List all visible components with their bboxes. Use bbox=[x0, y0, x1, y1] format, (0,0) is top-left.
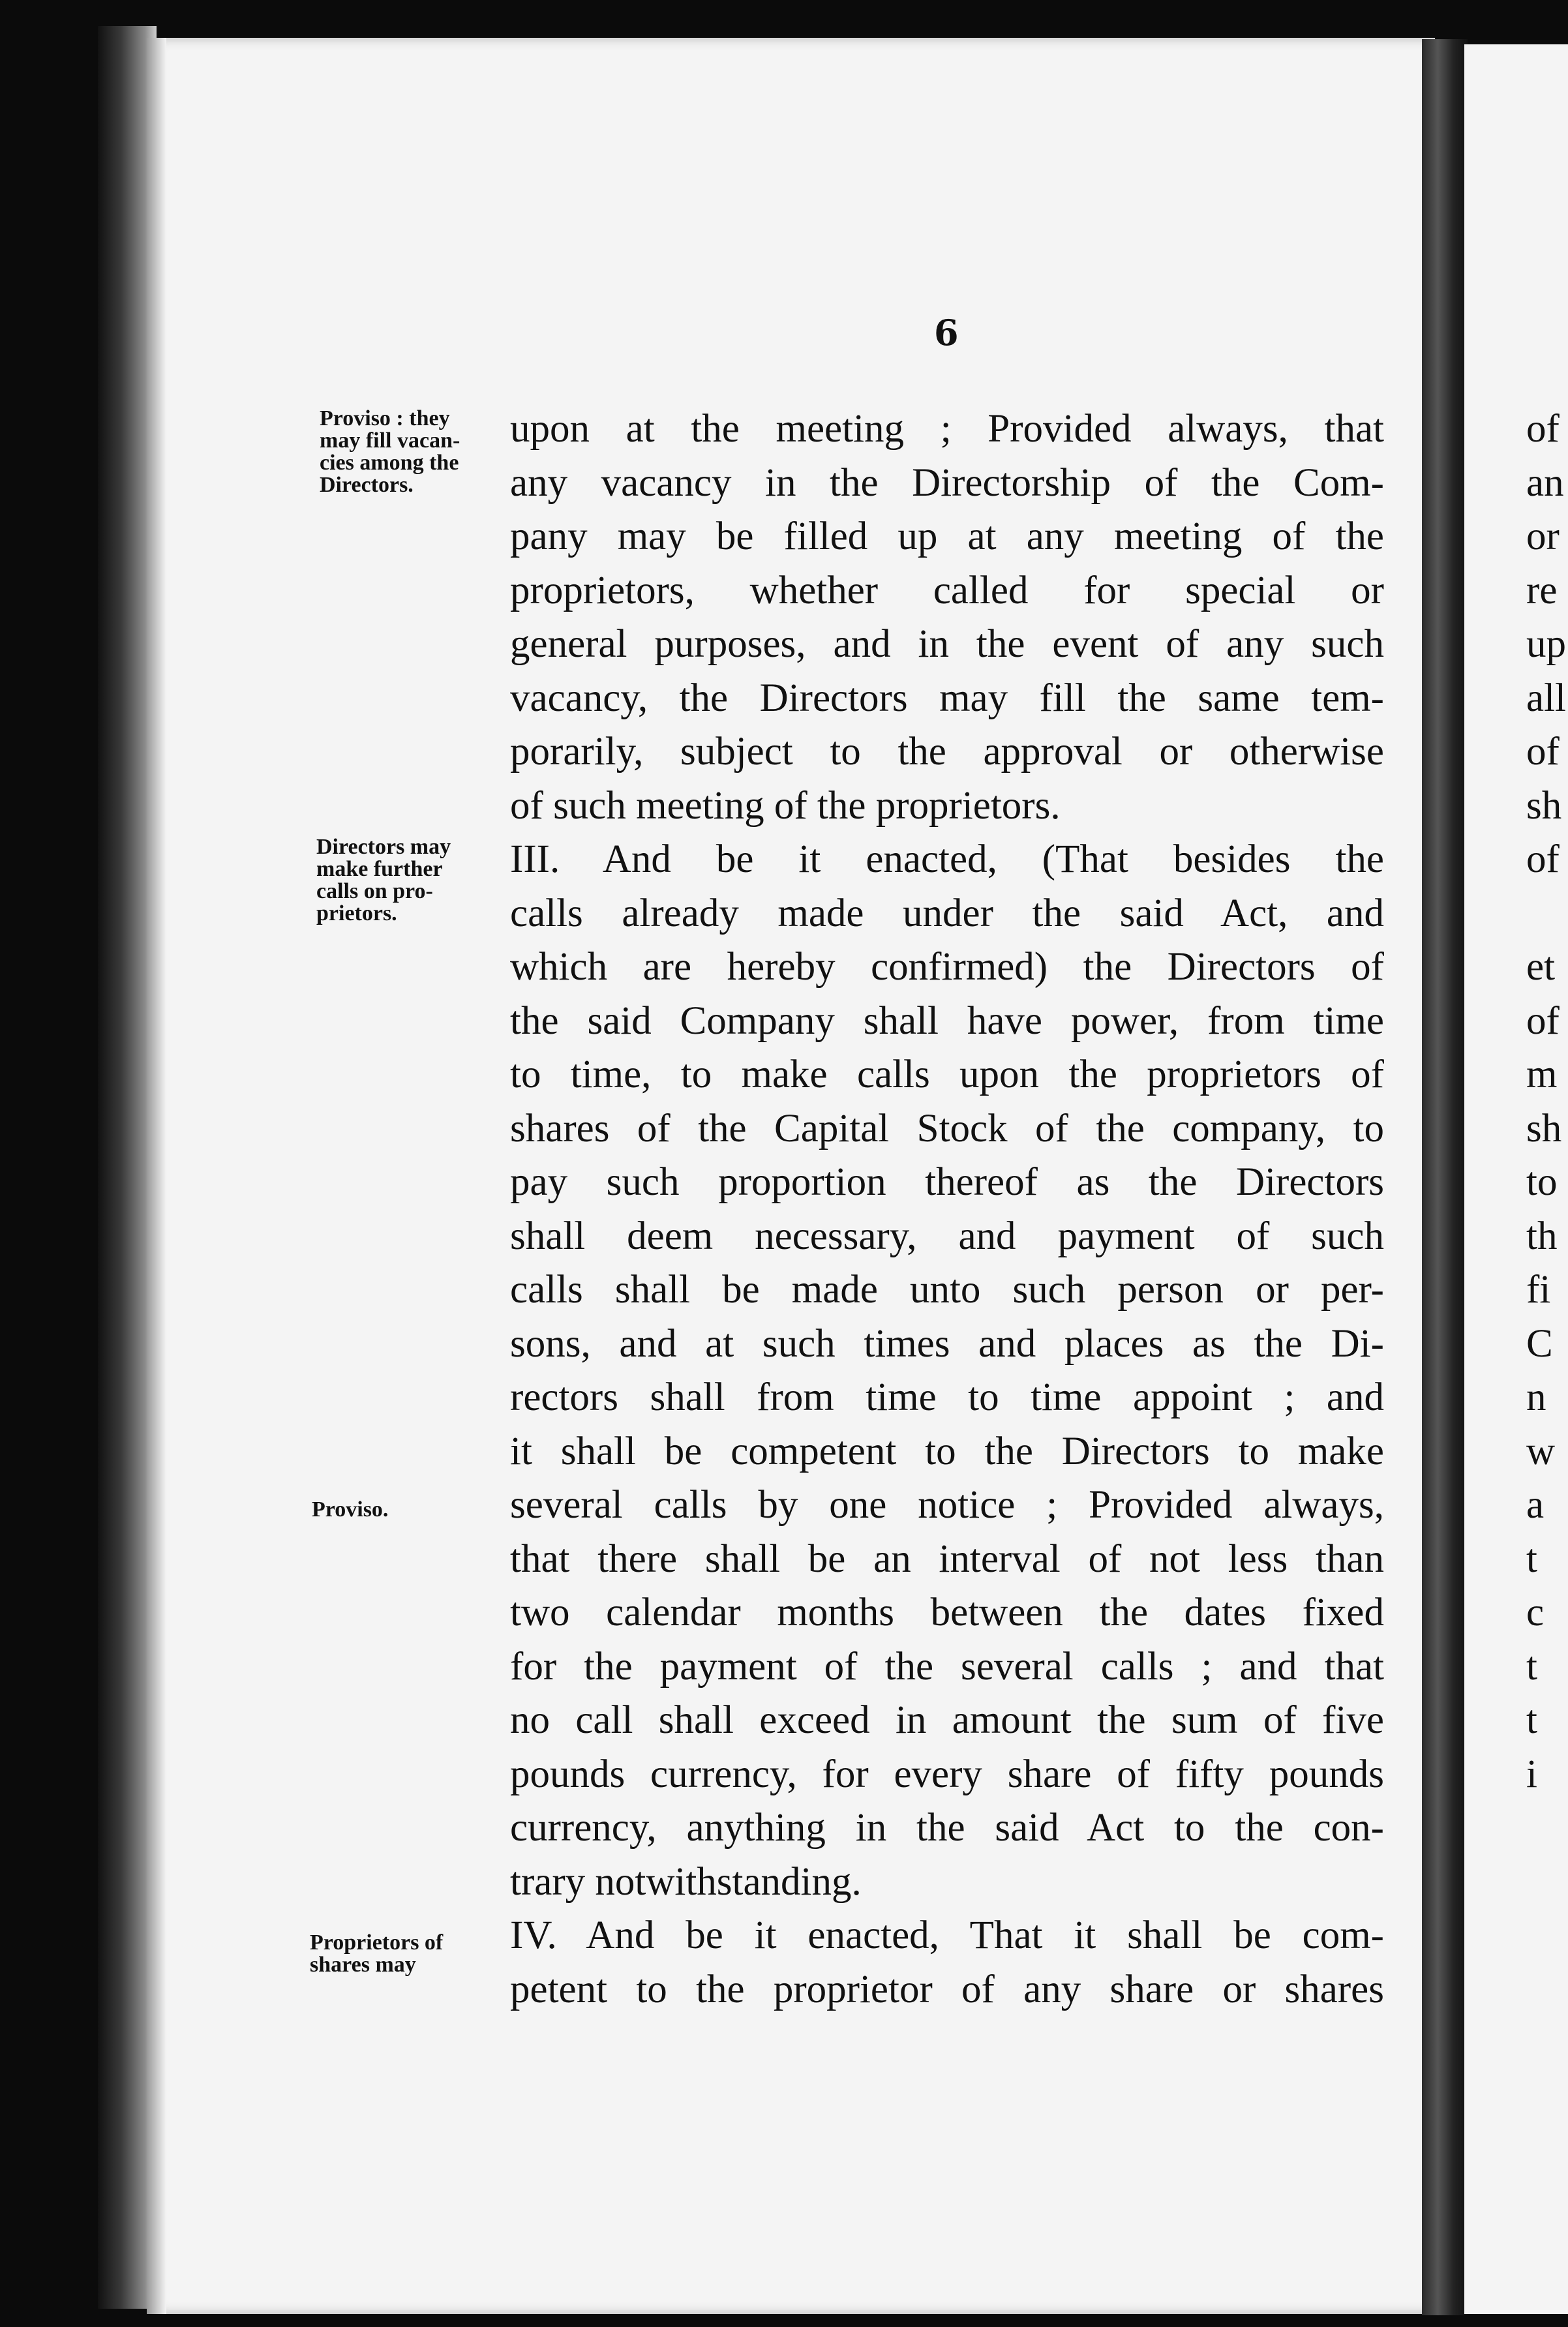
body-line: that there shall be an interval of not less than bbox=[510, 1537, 1384, 1581]
facing-line: i bbox=[1526, 1752, 1537, 1796]
facing-line: t bbox=[1526, 1698, 1537, 1742]
body-line: petent to the proprietor of any share or shares bbox=[510, 1967, 1384, 2011]
margin-note-line: shares may bbox=[310, 1953, 416, 1977]
body-line: general purposes, and in the event of any such bbox=[510, 622, 1384, 666]
body-line: no call shall exceed in amount the sum of five bbox=[510, 1698, 1384, 1742]
facing-line: of bbox=[1526, 407, 1560, 451]
facing-line: t bbox=[1526, 1644, 1537, 1689]
body-line: to time, to make calls upon the proprietors of bbox=[510, 1053, 1384, 1096]
facing-line: t bbox=[1526, 1537, 1537, 1581]
body-line: rectors shall from time to time appoint ; and bbox=[510, 1375, 1384, 1419]
body-line: upon at the meeting ; Provided always, that bbox=[510, 407, 1384, 451]
body-line: pounds currency, for every share of fifty pounds bbox=[510, 1752, 1384, 1796]
body-line: for the payment of the several calls ; and that bbox=[510, 1644, 1384, 1689]
facing-line: C bbox=[1526, 1321, 1553, 1366]
facing-line: n bbox=[1526, 1375, 1546, 1419]
facing-line: of bbox=[1526, 837, 1560, 881]
body-text bbox=[510, 402, 1384, 2017]
body-line: it shall be competent to the Directors to make bbox=[510, 1429, 1384, 1473]
facing-line: sh bbox=[1526, 783, 1562, 828]
body-line: III. And be it enacted, (That besides the bbox=[510, 837, 1384, 881]
margin-note-line: make further bbox=[316, 857, 443, 881]
body-line: two calendar months between the dates fixed bbox=[510, 1591, 1384, 1634]
margin-note-line: cies among the bbox=[320, 451, 459, 475]
facing-page-text bbox=[1526, 402, 1566, 1801]
body-line: proprietors, whether called for special or bbox=[510, 568, 1384, 612]
facing-line bbox=[1526, 887, 1566, 941]
facing-line: w bbox=[1526, 1429, 1556, 1473]
facing-line: an bbox=[1526, 460, 1564, 505]
facing-line: th bbox=[1526, 1214, 1558, 1258]
body-line: pay such proportion thereof as the Directors bbox=[510, 1160, 1384, 1204]
margin-note-line: may fill vacan- bbox=[320, 428, 460, 453]
body-line: several calls by one notice ; Provided always, bbox=[510, 1483, 1384, 1527]
body-line: vacancy, the Directors may fill the same tem- bbox=[510, 676, 1384, 720]
margin-note-line: Proprietors of bbox=[310, 1930, 444, 1955]
facing-line: re bbox=[1526, 568, 1558, 612]
body-line: porarily, subject to the approval or otherwise bbox=[510, 730, 1384, 773]
margin-note-line: Proviso. bbox=[312, 1497, 389, 1522]
margin-note-further-calls bbox=[316, 836, 512, 925]
margin-note-proviso-vacancies bbox=[320, 408, 515, 496]
body-line: which are hereby confirmed) the Directors of bbox=[510, 945, 1384, 989]
book-gutter bbox=[1422, 39, 1468, 2315]
facing-line: fi bbox=[1526, 1268, 1551, 1312]
facing-line: c bbox=[1526, 1591, 1545, 1634]
facing-line: m bbox=[1526, 1053, 1558, 1096]
facing-line: or bbox=[1526, 515, 1560, 558]
margin-note-line: prietors. bbox=[316, 901, 397, 925]
facing-line: sh bbox=[1526, 1106, 1562, 1150]
body-line: calls shall be made unto such person or per- bbox=[510, 1268, 1384, 1312]
facing-line: of bbox=[1526, 998, 1560, 1043]
body-line: the said Company shall have power, from time bbox=[510, 998, 1384, 1043]
margin-note-line: Proviso : they bbox=[320, 406, 450, 430]
body-line: of such meeting of the proprietors. bbox=[510, 783, 1061, 828]
page-binding-shade bbox=[147, 38, 166, 2314]
body-line: any vacancy in the Directorship of the Com- bbox=[510, 460, 1384, 505]
facing-line: to bbox=[1526, 1160, 1558, 1204]
body-line: shares of the Capital Stock of the company, to bbox=[510, 1106, 1384, 1150]
margin-note-line: calls on pro- bbox=[316, 879, 433, 903]
page-number: 6 bbox=[934, 312, 959, 353]
body-line: shall deem necessary, and payment of such bbox=[510, 1214, 1384, 1258]
body-line: IV. And be it enacted, That it shall be com- bbox=[510, 1914, 1384, 1957]
margin-note-line: Directors may bbox=[316, 835, 451, 859]
margin-note-proprietors bbox=[310, 1932, 505, 1976]
margin-note-line: Directors. bbox=[320, 473, 414, 497]
body-line: currency, anything in the said Act to the con- bbox=[510, 1806, 1384, 1850]
facing-line: et bbox=[1526, 945, 1556, 989]
body-line: sons, and at such times and places as the Di- bbox=[510, 1321, 1384, 1366]
body-line: calls already made under the said Act, and bbox=[510, 891, 1384, 935]
body-line: pany may be filled up at any meeting of the bbox=[510, 515, 1384, 558]
facing-line: up bbox=[1526, 622, 1566, 666]
margin-note-proviso bbox=[312, 1499, 507, 1521]
facing-line: all bbox=[1526, 676, 1566, 720]
facing-line: a bbox=[1526, 1483, 1545, 1527]
body-line: trary notwithstanding. bbox=[510, 1859, 862, 1904]
facing-line: of bbox=[1526, 730, 1560, 773]
